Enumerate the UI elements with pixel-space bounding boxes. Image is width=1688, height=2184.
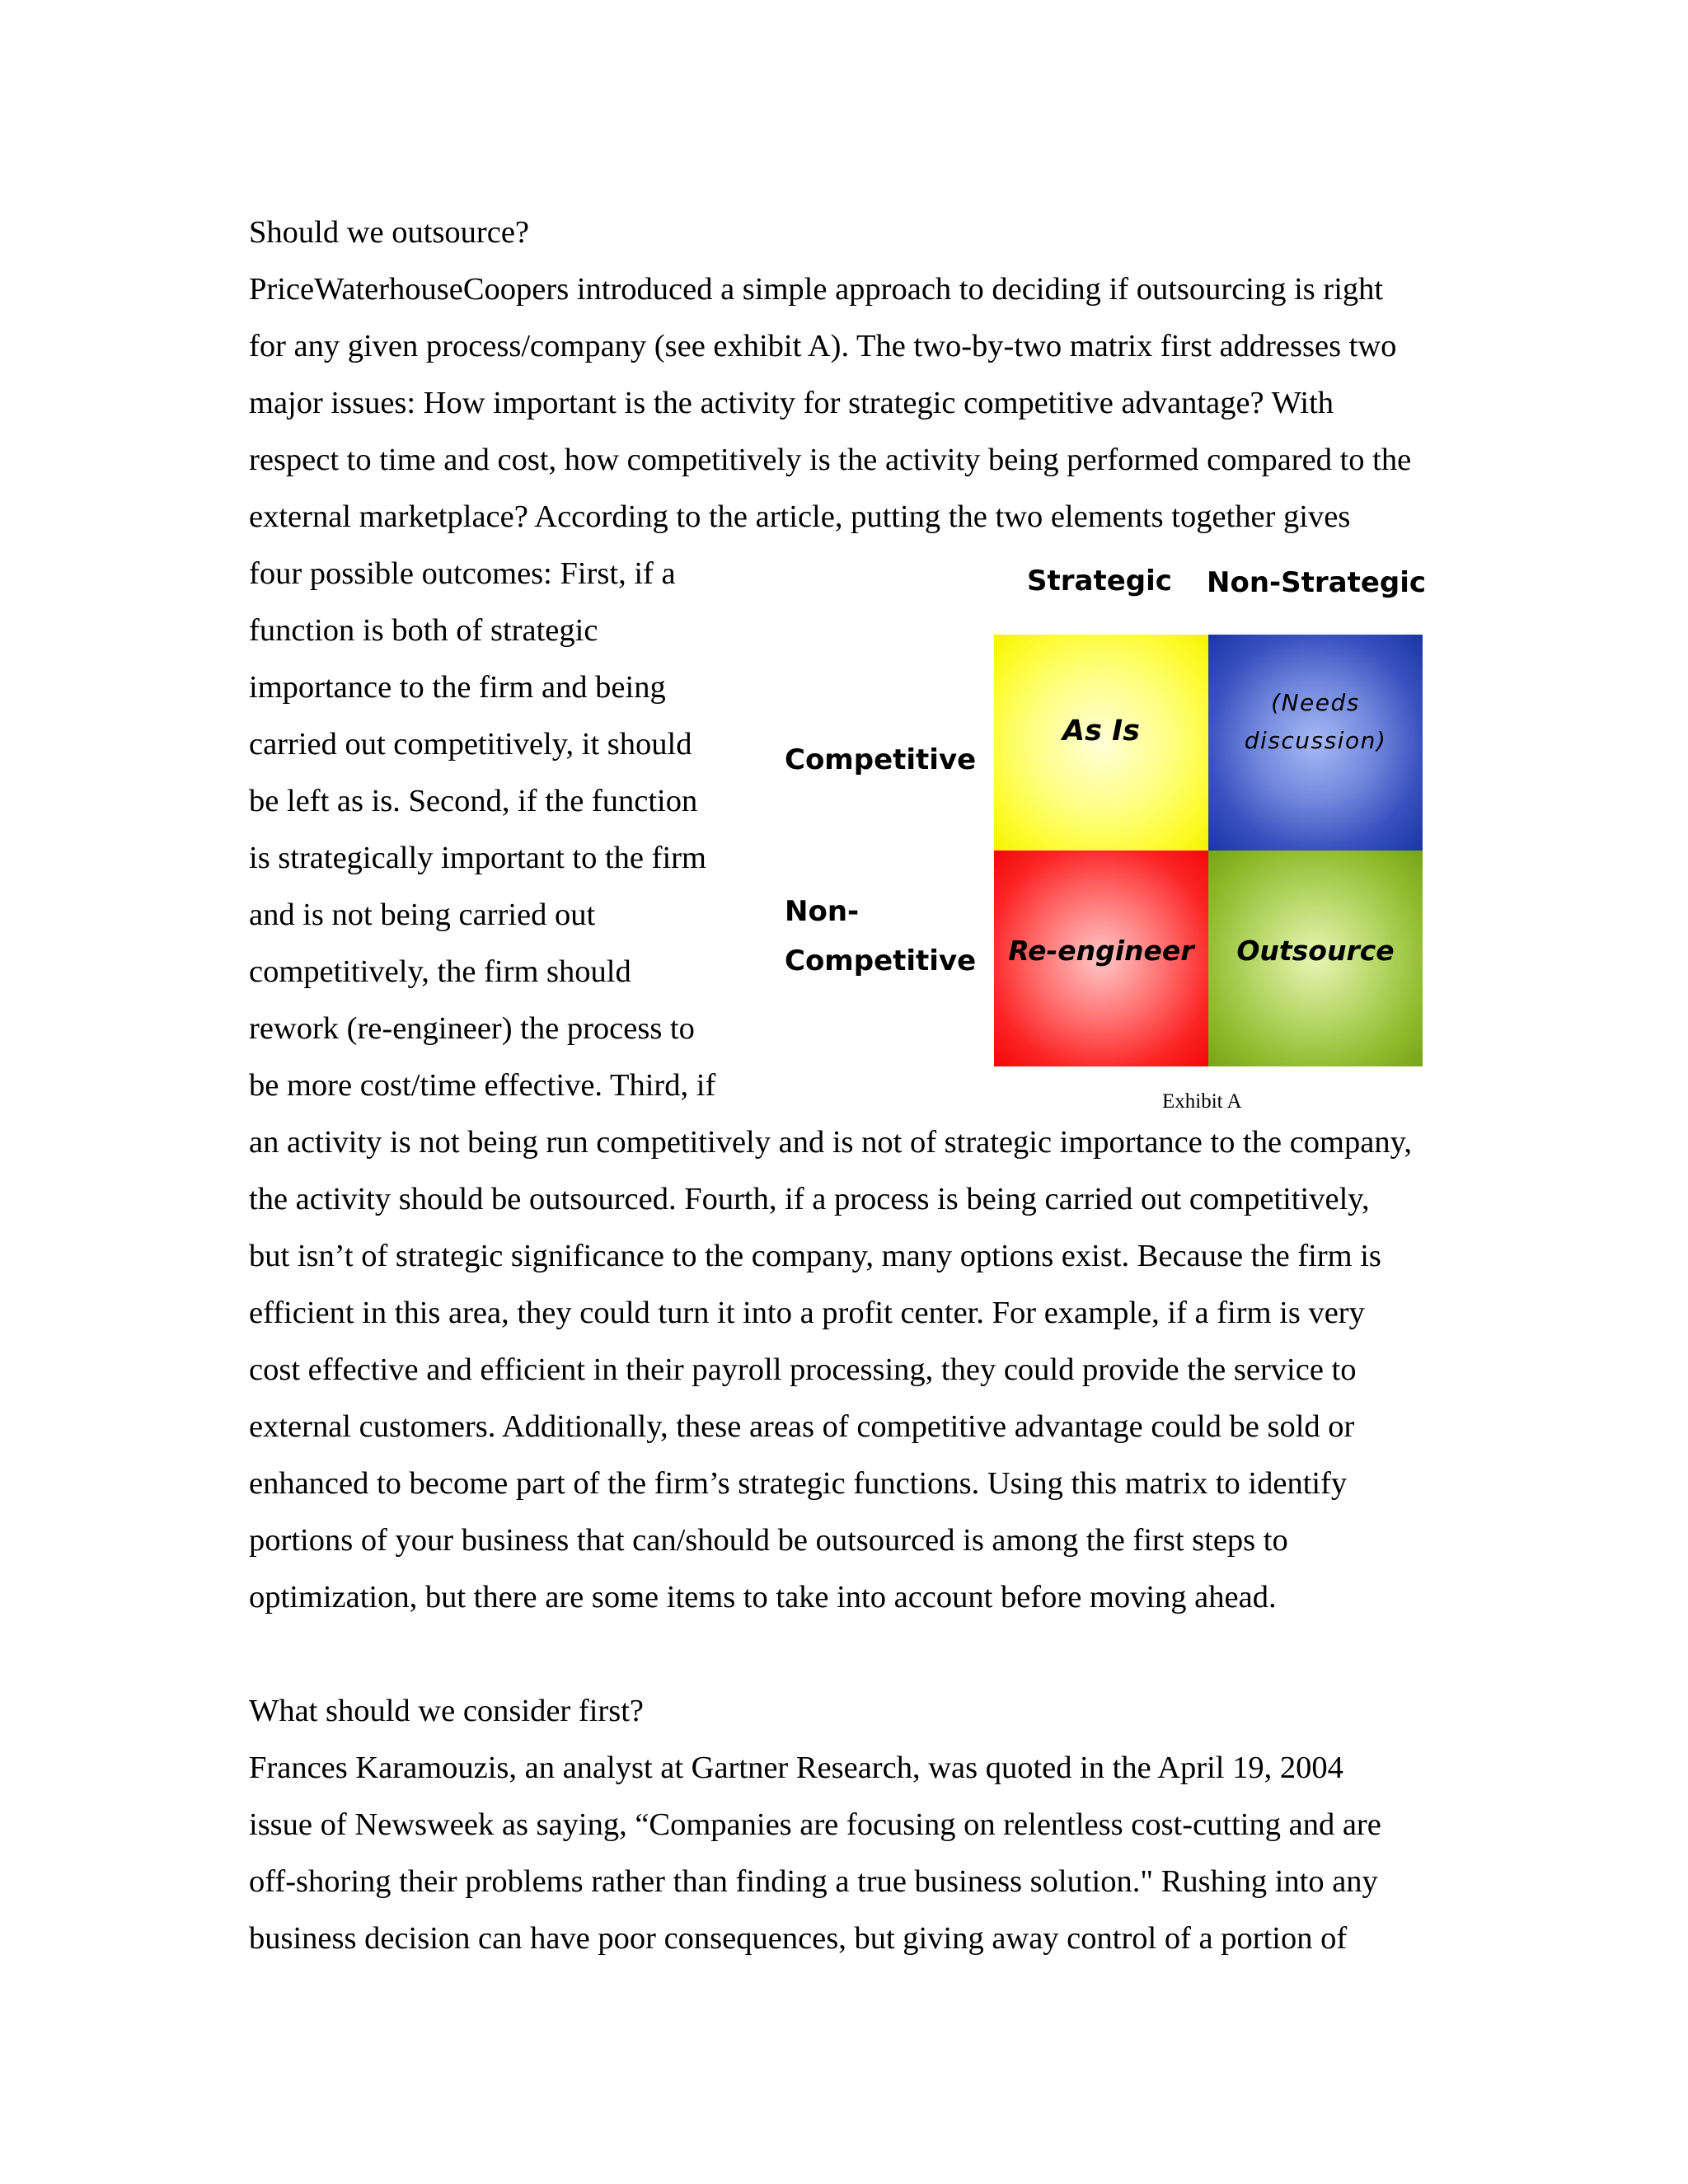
paragraph-line: off-shoring their problems rather than finding a true business solution." Rushing into any <box>249 1864 1378 1899</box>
wrapped-line: carried out competitively, it should <box>249 727 692 762</box>
wrapped-line: is strategically important to the firm <box>249 841 706 875</box>
column-label-non-strategic: Non-Strategic <box>1207 566 1427 599</box>
wrapped-line: be left as is. Second, if the function <box>249 784 698 818</box>
wrapped-line: rework (re-engineer) the process to <box>249 1011 695 1046</box>
quadrant-outsource <box>1208 851 1423 1066</box>
column-label-strategic: Strategic <box>1027 565 1172 598</box>
exhibit-caption: Exhibit A <box>1162 1090 1242 1113</box>
exhibit-a-matrix <box>775 552 1434 1104</box>
paragraph-line: cost effective and efficient in their payroll processing, they could provide the service to <box>249 1352 1357 1387</box>
quadrant-label-outsource: Outsource <box>1236 934 1395 967</box>
paragraph-line: enhanced to become part of the firm’s strategic functions. Using this matrix to identify <box>249 1466 1348 1501</box>
quadrant-label-needs-line1: (Needs <box>1271 689 1360 716</box>
paragraph-line: Frances Karamouzis, an analyst at Gartner Research, was quoted in the April 19, 2004 <box>249 1750 1343 1785</box>
paragraph-line: portions of your business that can/should be outsourced is among the first steps to <box>249 1523 1288 1558</box>
paragraph-line: PriceWaterhouseCoopers introduced a simple approach to deciding if outsourcing is right <box>249 272 1384 307</box>
section-heading-what-should-we-consider: What should we consider first? <box>249 1694 644 1728</box>
quadrant-label-re-engineer: Re-engineer <box>1008 934 1194 967</box>
wrapped-line: competitively, the firm should <box>249 954 631 989</box>
paragraph-line: but isn’t of strategic significance to the company, many options exist. Because the firm is <box>249 1239 1381 1273</box>
paragraph-line: external marketplace? According to the article, putting the two elements together gives <box>249 499 1351 534</box>
paragraph-line: an activity is not being run competitively and is not of strategic importance to the company, <box>249 1125 1412 1160</box>
wrapped-line: function is both of strategic <box>249 613 598 648</box>
quadrant-needs-discussion <box>1208 635 1423 851</box>
quadrant-re-engineer <box>994 851 1208 1066</box>
row-label-non-competitive-line1: Non- <box>785 895 860 928</box>
paragraph-line: for any given process/company (see exhibit A). The two-by-two matrix first addresses two <box>249 329 1397 363</box>
section-heading-should-we-outsource: Should we outsource? <box>249 215 530 250</box>
paragraph-line: the activity should be outsourced. Fourth, if a process is being carried out competitively, <box>249 1182 1370 1216</box>
wrapped-line: importance to the firm and being <box>249 670 666 705</box>
row-label-non-competitive-line2: Competitive <box>785 944 977 977</box>
paragraph-line: efficient in this area, they could turn it into a profit center. For example, if a firm is very <box>249 1296 1365 1330</box>
row-label-competitive: Competitive <box>785 743 977 776</box>
wrapped-line: and is not being carried out <box>249 898 596 932</box>
paragraph-line: respect to time and cost, how competitively is the activity being performed compared to the <box>249 443 1412 477</box>
paragraph-line: external customers. Additionally, these areas of competitive advantage could be sold or <box>249 1409 1355 1444</box>
quadrant-label-as-is: As Is <box>1062 715 1140 748</box>
paragraph-line: issue of Newsweek as saying, “Companies are focusing on relentless cost-cutting and are <box>249 1807 1381 1842</box>
paragraph-line: major issues: How important is the activity for strategic competitive advantage? With <box>249 386 1334 420</box>
wrapped-line: be more cost/time effective. Third, if <box>249 1068 716 1103</box>
quadrant-label-needs-line2: discussion) <box>1244 727 1387 754</box>
quadrant-as-is <box>994 635 1208 851</box>
paragraph-line: business decision can have poor consequences, but giving away control of a portion of <box>249 1921 1348 1956</box>
wrapped-line: four possible outcomes: First, if a <box>249 556 676 591</box>
paragraph-line: optimization, but there are some items to take into account before moving ahead. <box>249 1580 1277 1615</box>
